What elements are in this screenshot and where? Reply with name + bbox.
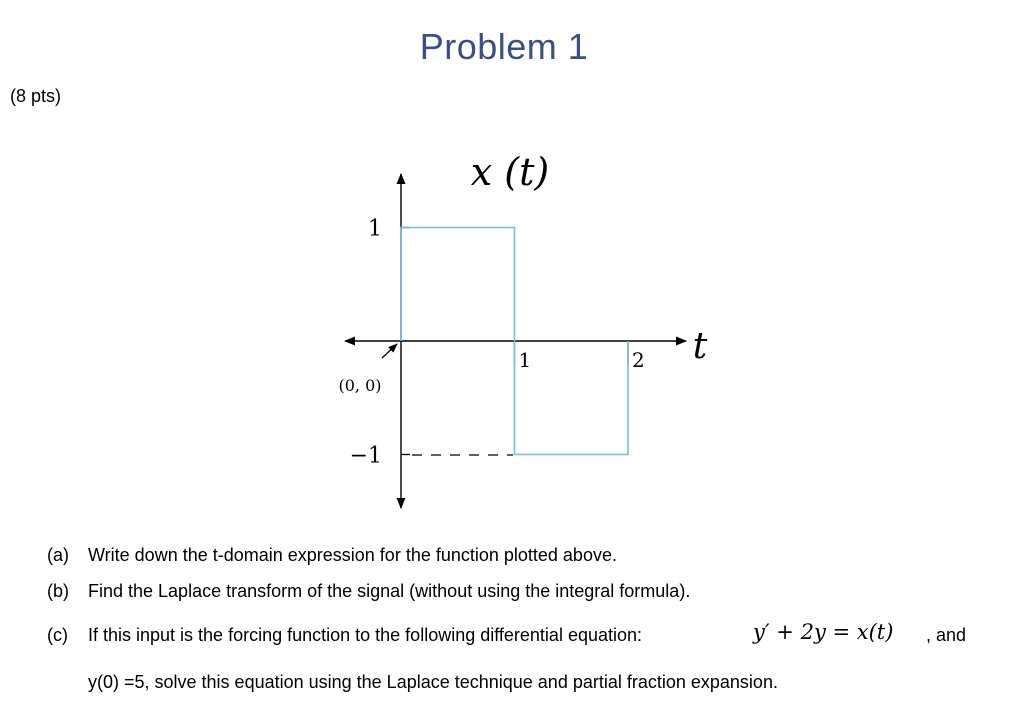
question-b-label: (b) <box>47 581 69 601</box>
chart-title: x (t) <box>470 150 550 194</box>
origin-pointer-arrow <box>382 344 397 358</box>
x-tick-label: 2 <box>632 348 645 372</box>
question-a-label: (a) <box>47 545 69 565</box>
x-axis-label: t <box>692 326 708 367</box>
question-c-text: If this input is the forcing function to the following differential equation: <box>88 625 643 645</box>
question-c-label: (c) <box>47 625 68 645</box>
page-title: Problem 1 <box>419 26 589 67</box>
y-tick-label: 1 <box>368 216 382 242</box>
origin-label: (0, 0) <box>338 376 382 395</box>
points-label: (8 pts) <box>10 86 62 106</box>
x-ticks <box>515 341 645 372</box>
question-c-suffix: , and <box>926 625 967 645</box>
question-b-text: Find the Laplace transform of the signal (without using the integral formula). <box>88 581 691 601</box>
question-a-text: Write down the t-domain expression for the function plotted above. <box>88 545 617 565</box>
question-c-continuation: y(0) =5, solve this equation using the Laplace technique and partial fraction expansion. <box>88 672 778 692</box>
y-tick-label: −1 <box>349 443 382 469</box>
x-tick-label: 1 <box>518 348 532 372</box>
differential-equation: y′ + 2y = x(t) <box>753 620 894 644</box>
